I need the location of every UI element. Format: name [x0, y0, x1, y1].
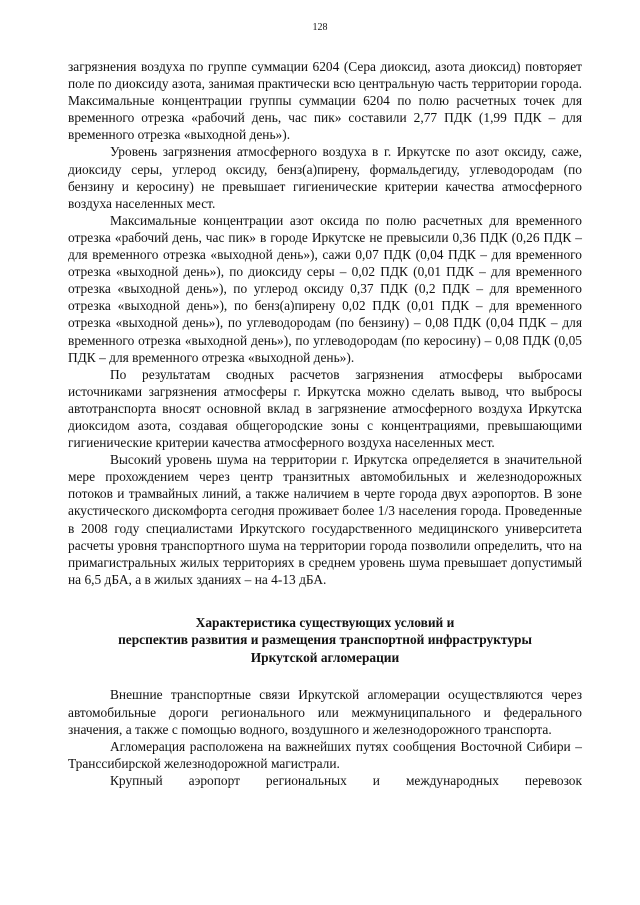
section-heading-line: Иркутской агломерации: [250, 649, 400, 665]
section-heading-line: Характеристика существующих условий и: [195, 614, 455, 630]
paragraph: Внешние транспортные связи Иркутской агломерации осуществляются через автомобильные дороги регионального или межмуниципального и федерального значения, а также с помощью водного, воздушного и железнодорожного транспорта.: [68, 687, 582, 737]
document-body: [68, 58, 582, 789]
paragraph: Максимальные концентрации азот оксида по полю расчетных для временного отрезка «рабочий день, час пик» в городе Иркутске не превысили 0,36 ПДК (0,26 ПДК – для временного отрезка «выходной день»), сажи 0,07 ПДК (0,04 ПДК – для временного отрезка «выходной день»), по диоксиду серы – 0,02 ПДК (0,01 ПДК – для временного отрезка «выходной день»), по углерод оксиду 0,37 ПДК (0,2 ПДК – для временного отрезка «выходной день»), по бенз(а)пирену 0,02 ПДК (0,01 ПДК – для временного отрезка «выходной день»), по углеводородам (по бензину) – 0,08 ПДК (0,04 ПДК – для временного отрезка «выходной день»), по углеводородам (по керосину) – 0,08 ПДК (0,05 ПДК – для временного отрезка «выходной день»).: [68, 212, 582, 365]
paragraph: По результатам сводных расчетов загрязнения атмосферы выбросами источниками загрязнения атмосферы г. Иркутска можно сделать вывод, что выбросы автотранспорта вносят основной вклад в загрязнение атмосферного воздуха Иркутска диоксидом азота, создавая общегородские зоны с концентрациями, превышающими гигиенические критерии качества атмосферного воздуха населенных мест.: [68, 366, 582, 451]
section-heading-line: перспектив развития и размещения транспортной инфраструктуры: [118, 632, 532, 648]
paragraph: Крупный аэропорт региональных и международных перевозок: [110, 772, 582, 788]
paragraph: Агломерация расположена на важнейших путях сообщения Восточной Сибири – Транссибирской железнодорожной магистрали.: [68, 738, 582, 771]
paragraph-continued: загрязнения воздуха по группе суммации 6204 (Сера диоксид, азота диоксид) повторяет поле по диоксиду азота, занимая практически всю центральную часть территории города. Максимальные концентрации группы суммации 6204 по полю расчетных точек для временного отрезка «рабочий день, час пик» составили 2,77 ПДК (1,99 ПДК – для временного отрезка «выходной день»).: [68, 59, 582, 143]
paragraph: Уровень загрязнения атмосферного воздуха в г. Иркутске по азот оксиду, саже, диоксиду серы, углерод оксиду, бенз(а)пирену, формальдегиду, углеводородам (по бензину и керосину) не превышает гигиенические критерии качества атмосферного воздуха населенных мест.: [68, 144, 582, 211]
section-heading: [68, 614, 582, 667]
page-number: 128: [312, 22, 328, 33]
paragraph: Высокий уровень шума на территории г. Иркутска определяется в значительной мере прохождением через центр транзитных автомобильных и железнодорожных потоков и трамвайных линий, а также наличием в черте города двух аэропортов. В зоне акустического дискомфорта сегодня проживает более 1/3 населения города. Проведенные в 2008 году специалистами Иркутского государственного медицинского университета расчеты уровня транспортного шума на территории города позволили определить, что на примагистральных жилых территориях в среднем уровень шума превышает допустимый на 6,5 дБА, а в жилых зданиях – на 4-13 дБА.: [68, 452, 582, 587]
